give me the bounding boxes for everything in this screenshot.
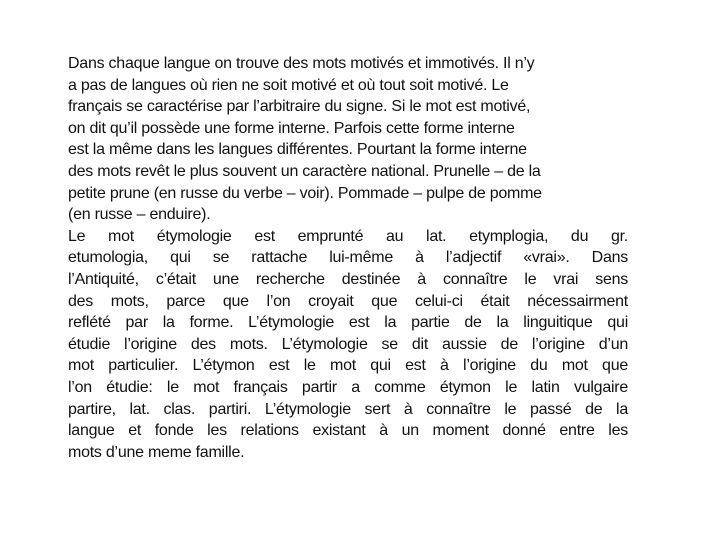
text-line: Dans chaque langue on trouve des mots motivés et immotivés. Il n’y [68,55,535,72]
text-line: (en russe – enduire). [68,206,211,224]
text-line: partire, lat. clas. partiri. L’étymologie sert à connaître le passé de la [68,400,628,418]
text-line: est la même dans les langues différentes. Pourtant la forme interne [68,141,527,159]
text-line: français se caractérise par l’arbitraire du signe. Si le mot est motivé, [68,98,531,116]
text-line: mots d’une meme famille. [68,443,245,461]
document-body [68,53,628,463]
paragraph-etymology [68,226,628,464]
text-line: reflété par la forme. L’étymologie est la partie de la linguitique qui [68,314,628,332]
text-line: des mots revêt le plus souvent un caractère national. Prunelle – de la [68,162,541,180]
text-line: a pas de langues où rien ne soit motivé et où tout soit motivé. Le [68,76,509,94]
text-line: etumologia, qui se rattache lui-même à l’adjectif «vrai». Dans [68,249,628,267]
text-line: langue et fonde les relations existant à un moment donné entre les [68,422,628,440]
text-line: l’on étudie: le mot français partir a comme étymon le latin vulgaire [68,378,628,396]
text-line: on dit qu’il possède une forme interne. Parfois cette forme interne [68,119,515,137]
text-line: l’Antiquité, c’était une recherche destinée à connaître le vrai sens [68,270,628,288]
text-line: petite prune (en russe du verbe – voir). Pommade – pulpe de pomme [68,184,542,202]
text-line: Le mot étymologie est emprunté au lat. etymplogia, du gr. [68,227,628,245]
text-line: étudie l’origine des mots. L’étymologie se dit aussie de l’origine d’un [68,335,628,353]
paragraph-motivation [68,53,628,226]
text-line: mot particulier. L’étymon est le mot qui est à l’origine du mot que [68,357,628,375]
text-line: des mots, parce que l’on croyait que celui-ci était nécessairment [68,292,628,310]
